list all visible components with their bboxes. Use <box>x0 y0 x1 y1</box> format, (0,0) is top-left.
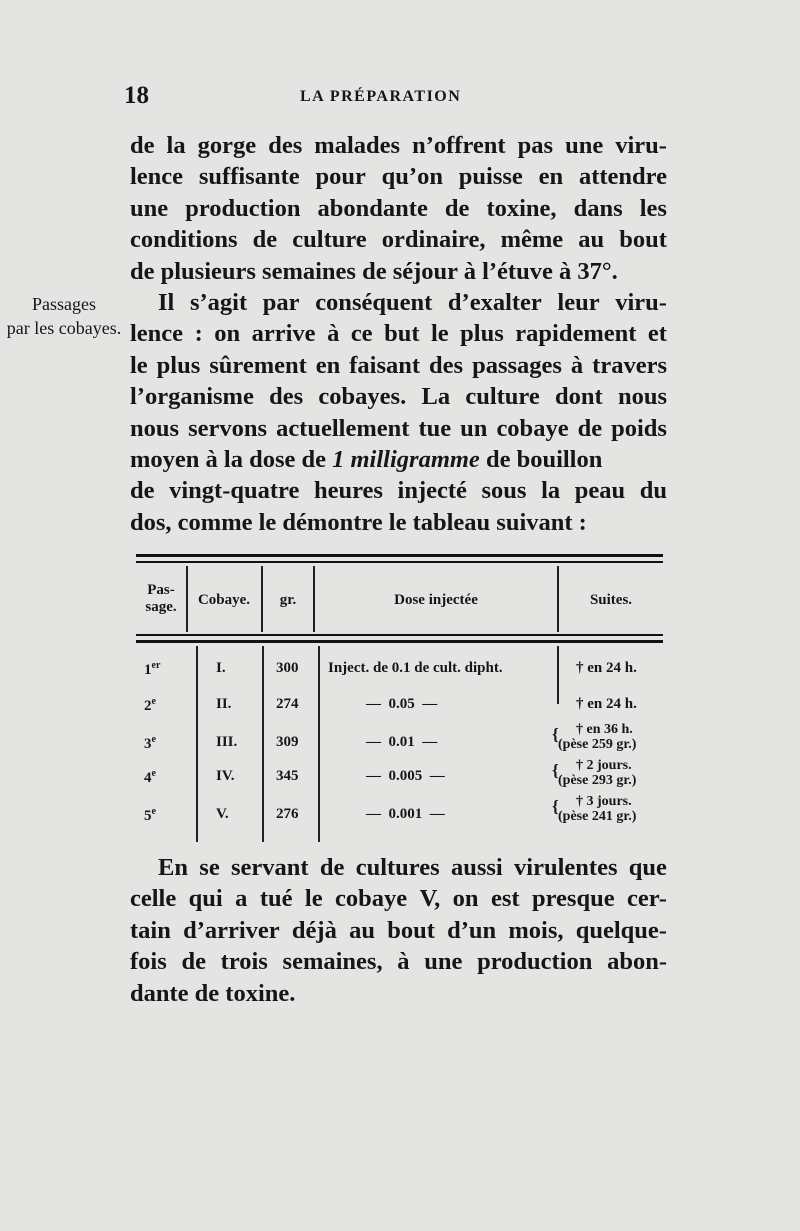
column-divider <box>557 646 559 704</box>
word: est <box>490 885 520 913</box>
word: tain <box>130 916 171 944</box>
word: que <box>628 854 667 881</box>
text-line <box>130 381 667 412</box>
margin-note-line: Passages <box>32 294 96 314</box>
word: cobaye <box>335 885 408 913</box>
word: cobayes. <box>318 383 407 411</box>
word: en <box>315 351 341 379</box>
word: une <box>424 948 463 976</box>
word: de <box>577 414 603 442</box>
word: déjà <box>291 916 337 944</box>
cobaye-cell: V. <box>216 806 229 822</box>
word: le <box>130 351 148 379</box>
word: arrive <box>251 320 316 348</box>
word: de <box>130 477 155 505</box>
weight-cell: 345 <box>276 768 299 784</box>
word: peau <box>574 477 626 505</box>
margin-note-line: par les cobayes. <box>6 318 122 338</box>
text-line <box>130 852 667 883</box>
word: gorge <box>197 132 257 159</box>
word: pas <box>517 132 554 159</box>
cobaye-cell: IV. <box>216 768 235 784</box>
column-divider <box>318 646 320 842</box>
word: mois, <box>508 916 564 944</box>
text-line <box>130 130 667 161</box>
word: un <box>460 414 488 442</box>
word: et <box>647 320 667 348</box>
text-line <box>130 915 667 946</box>
table-rule <box>136 634 663 636</box>
passage-cell: 3e <box>144 734 156 752</box>
word: tué <box>259 885 293 913</box>
word: En <box>158 854 188 881</box>
text-line: dante de toxine. <box>130 979 296 1007</box>
word: conséquent <box>315 288 433 316</box>
brace-mark: { <box>552 761 559 780</box>
header-cobaye: Cobaye. <box>197 592 251 608</box>
header-gr: gr. <box>279 592 297 608</box>
word: semaines, <box>282 948 383 976</box>
text-line <box>130 318 667 349</box>
text-line <box>130 413 667 444</box>
header-suites: Suites. <box>589 592 633 608</box>
table-rule <box>136 561 663 563</box>
word: sûrement <box>209 351 307 379</box>
word: poids <box>611 414 667 442</box>
brace-mark: { <box>552 797 559 816</box>
word: faisant <box>349 351 421 379</box>
suite-line: † 3 jours. <box>576 794 632 809</box>
word: qui <box>188 885 223 913</box>
word: tue <box>418 414 452 442</box>
word: pour <box>315 163 366 191</box>
word: production <box>185 194 301 222</box>
word: passages <box>472 351 562 379</box>
section-title: LA PRÉPARATION <box>300 88 462 105</box>
weight-cell: 309 <box>276 734 299 750</box>
word: nous <box>617 383 667 411</box>
word: quelque- <box>575 916 667 944</box>
text-line <box>130 350 667 381</box>
word: Il <box>158 288 175 316</box>
word: de <box>252 226 278 254</box>
suite-line: (pèse 293 gr.) <box>558 773 637 788</box>
word: suffisante <box>198 163 300 191</box>
passage-cell: 4e <box>144 768 156 786</box>
word: trois <box>220 948 268 976</box>
word: vingt-quatre <box>169 477 300 505</box>
word: sous <box>481 477 527 505</box>
word: s’agit <box>189 288 248 316</box>
text-line <box>130 444 667 475</box>
word: ordinaire, <box>381 226 486 254</box>
weight-cell: 300 <box>276 660 299 676</box>
suite-cell <box>554 758 636 788</box>
word: abon- <box>607 948 667 976</box>
word: aussi <box>450 854 503 881</box>
word: cer- <box>627 885 667 913</box>
dose-cell: Inject. de 0.1 de cult. dipht. <box>328 660 503 676</box>
word: rapidement <box>515 320 637 348</box>
word: à <box>570 351 584 379</box>
dose-cell: — 0.005 — <box>366 768 445 784</box>
word: cobaye <box>496 414 569 442</box>
text-line: dos, comme le démontre le tableau suivant : <box>130 508 587 536</box>
word: du <box>639 477 667 505</box>
word: plus <box>156 351 201 379</box>
suite-line: † en 36 h. <box>576 722 633 737</box>
cobaye-cell: III. <box>216 734 238 750</box>
passage-cell: 5e <box>144 806 156 824</box>
text-line <box>130 475 667 506</box>
word: malades <box>314 132 401 159</box>
word: travers <box>592 351 667 379</box>
word: de <box>181 948 206 976</box>
word: heures <box>313 477 383 505</box>
word: cultures <box>355 854 440 881</box>
word: on <box>452 885 479 913</box>
word: en <box>538 163 564 191</box>
header-passage <box>138 582 184 616</box>
dose-cell: — 0.001 — <box>366 806 445 822</box>
brace-mark: { <box>552 725 559 744</box>
word: servons <box>188 414 268 442</box>
word: abondante <box>317 194 428 222</box>
word: la <box>541 477 561 505</box>
cobaye-cell: II. <box>216 696 232 712</box>
word: servant <box>231 854 309 881</box>
dose-cell: — 0.05 — <box>366 696 438 712</box>
text-line <box>130 287 667 318</box>
word: de <box>130 132 155 159</box>
text-line <box>130 883 667 914</box>
word: celle <box>130 885 177 913</box>
text-line <box>130 161 667 192</box>
results-table <box>136 554 663 844</box>
word: but <box>384 320 420 348</box>
word: des <box>429 351 464 379</box>
word: des <box>268 132 303 159</box>
suite-line: (pèse 259 gr.) <box>558 737 637 752</box>
suite-cell <box>554 794 636 824</box>
word: on <box>214 320 241 348</box>
text-line <box>130 224 667 255</box>
word: même <box>500 226 564 254</box>
word: culture <box>292 226 367 254</box>
word: d’arriver <box>183 916 280 944</box>
word: viru- <box>615 132 667 159</box>
word: production <box>477 948 593 976</box>
word: de <box>444 194 470 222</box>
word: se <box>199 854 220 881</box>
header-passage-line: Pas- <box>147 582 175 598</box>
word: le <box>430 320 449 348</box>
text-line: de plusieurs semaines de séjour à l’étuve à 37°. <box>130 257 618 285</box>
running-head <box>120 82 680 112</box>
column-divider <box>262 646 264 842</box>
word: viru- <box>615 288 667 316</box>
word: V, <box>419 885 441 913</box>
cobaye-cell: I. <box>216 660 226 676</box>
word: fois <box>130 948 167 976</box>
word: plus <box>460 320 504 348</box>
word: des <box>269 383 304 411</box>
word: presque <box>531 885 615 913</box>
text-segment: de bouillon <box>479 445 603 473</box>
header-passage-line: sage. <box>145 599 177 615</box>
text-line <box>130 946 667 977</box>
text-segment: moyen à la dose de <box>130 445 333 473</box>
word: toxine, <box>486 194 557 222</box>
paragraph <box>130 852 667 1009</box>
word: l’organisme <box>130 383 254 411</box>
word: nous <box>130 414 180 442</box>
word: lence <box>130 163 184 191</box>
word: bout <box>619 226 667 254</box>
table-rule <box>136 640 663 643</box>
suite-cell: † en 24 h. <box>576 696 637 712</box>
word: ce <box>350 320 373 348</box>
word: culture <box>465 383 540 411</box>
word: virulentes <box>514 854 618 881</box>
word: n’offrent <box>412 132 506 159</box>
word: par <box>262 288 300 316</box>
word: une <box>565 132 604 159</box>
word: lence <box>130 320 184 348</box>
word: une <box>130 194 169 222</box>
word: à <box>327 320 340 348</box>
weight-cell: 274 <box>276 696 299 712</box>
paragraph <box>130 130 667 538</box>
word: le <box>304 885 323 913</box>
word: : <box>194 320 203 348</box>
word: injecté <box>397 477 467 505</box>
table-rule <box>136 554 663 557</box>
word: leur <box>557 288 600 316</box>
suite-line: † 2 jours. <box>576 758 632 773</box>
dose-emphasis: 1 milligramme <box>332 445 480 473</box>
page-number: 18 <box>124 82 149 109</box>
word: les <box>639 194 667 222</box>
word: dans <box>573 194 623 222</box>
word: attendre <box>578 163 667 191</box>
word: d’un <box>447 916 497 944</box>
word: de <box>319 854 345 881</box>
word: conditions <box>130 226 238 254</box>
word: puisse <box>458 163 523 191</box>
word: bout <box>387 916 435 944</box>
word: la <box>166 132 186 159</box>
text-line <box>130 193 667 224</box>
word: d’exalter <box>447 288 542 316</box>
word: actuellement <box>276 414 410 442</box>
word: dont <box>555 383 603 411</box>
column-divider <box>196 646 198 842</box>
suite-line: (pèse 241 gr.) <box>558 809 637 824</box>
word: au <box>578 226 605 254</box>
word: La <box>421 383 451 411</box>
margin-note <box>0 292 128 340</box>
suite-cell: † en 24 h. <box>576 660 637 676</box>
weight-cell: 276 <box>276 806 299 822</box>
suite-cell <box>554 722 636 752</box>
word: à <box>397 948 410 976</box>
word: au <box>349 916 375 944</box>
passage-cell: 1er <box>144 660 161 678</box>
header-dose: Dose injectée <box>394 592 478 608</box>
word: a <box>235 885 248 913</box>
word: qu’on <box>381 163 443 191</box>
passage-cell: 2e <box>144 696 156 714</box>
dose-cell: — 0.01 — <box>366 734 438 750</box>
